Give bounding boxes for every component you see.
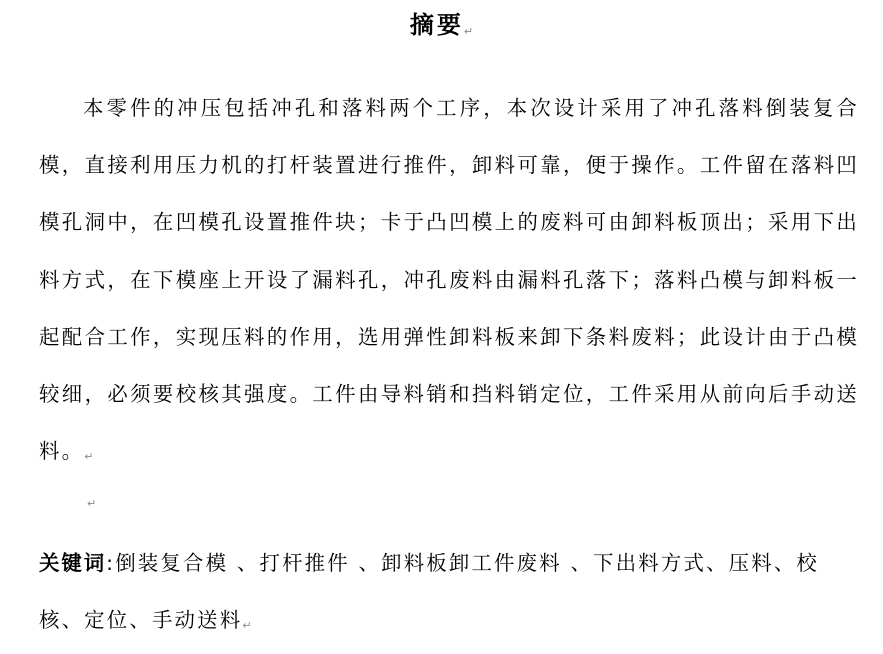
keywords-label: 关键词	[39, 551, 107, 575]
keywords-separator: :	[106, 551, 116, 575]
abstract-title-text: 摘要	[409, 11, 464, 39]
abstract-text: 本零件的冲压包括冲孔和落料两个工序，本次设计采用了冲孔落料倒装复合模，直接利用压力机的打杆装置进行推件，卸料可靠，便于操作。工件留在落料凹模孔洞中，在凹模孔设置推件块；卡于凸凹模上的废料可由卸料板顶出；采用下出料方式，在下模座上开设了漏料孔，冲孔废料由漏料孔落下；落料凸模与卸料板一起配合工作，实现压料的作用，选用弹性卸料板来卸下条料废料；此设计由于凸模较细，必须要校核其强度。工件由导料销和挡料销定位，工件采用从前向后手动送料。	[39, 96, 859, 464]
abstract-body	[39, 80, 859, 485]
keywords-text: 倒装复合模 、打杆推件 、卸料板卸工件废料 、下出料方式、压料、校核、定位、手动送料	[39, 551, 820, 633]
paragraph-mark-icon: ↵	[84, 450, 94, 464]
paragraph-mark-icon: ↵	[463, 25, 474, 38]
paragraph-mark-icon: ↵	[242, 619, 252, 633]
abstract-title	[0, 8, 883, 49]
keywords-line	[39, 535, 859, 654]
empty-paragraph	[87, 497, 96, 510]
paragraph-mark-icon: ↵	[87, 497, 97, 510]
